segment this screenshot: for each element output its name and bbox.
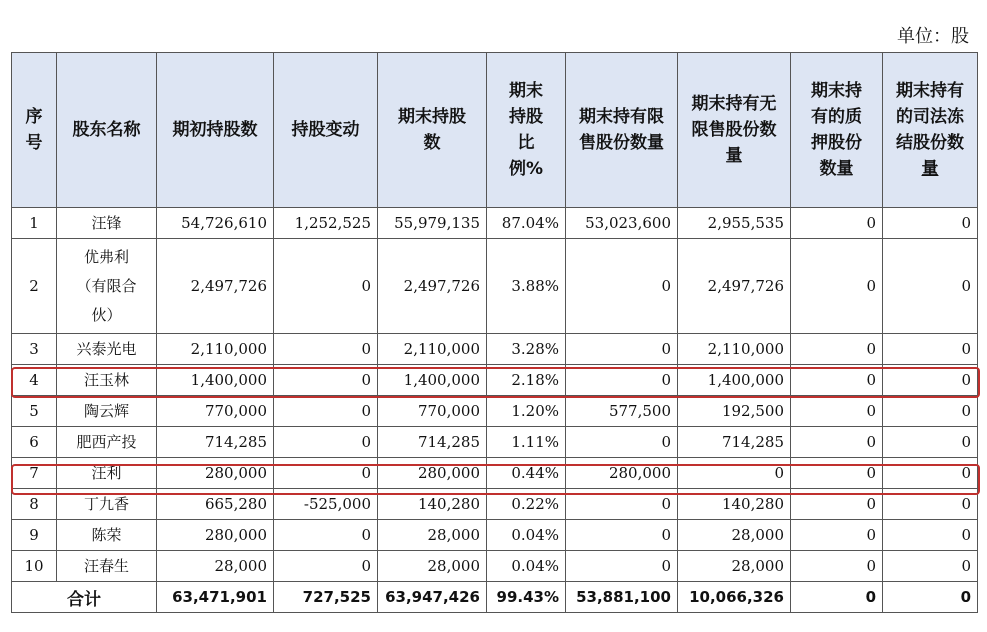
cell-end: 2,110,000 xyxy=(378,334,487,365)
header-restricted: 期末持有限售股份数量 xyxy=(566,53,678,208)
cell-restricted: 0 xyxy=(566,427,678,458)
total-restricted: 53,881,100 xyxy=(566,582,678,613)
table-row xyxy=(12,208,978,239)
shareholder-table xyxy=(11,52,978,613)
cell-restricted: 577,500 xyxy=(566,396,678,427)
header-ratio: 期末持股比例% xyxy=(487,53,566,208)
cell-restricted: 0 xyxy=(566,551,678,582)
cell-unrestricted: 2,955,535 xyxy=(678,208,791,239)
table-row xyxy=(12,334,978,365)
cell-unrestricted: 140,280 xyxy=(678,489,791,520)
header-change: 持股变动 xyxy=(274,53,378,208)
header-unrestricted: 期末持有无限售股份数量 xyxy=(678,53,791,208)
cell-restricted: 280,000 xyxy=(566,458,678,489)
cell-pledged: 0 xyxy=(791,551,883,582)
cell-end: 280,000 xyxy=(378,458,487,489)
total-pledged: 0 xyxy=(791,582,883,613)
table-row xyxy=(12,427,978,458)
cell-change: 1,252,525 xyxy=(274,208,378,239)
cell-change: 0 xyxy=(274,551,378,582)
total-row xyxy=(12,582,978,613)
cell-seq: 2 xyxy=(12,239,57,334)
cell-seq: 9 xyxy=(12,520,57,551)
cell-seq: 5 xyxy=(12,396,57,427)
cell-ratio: 3.28% xyxy=(487,334,566,365)
header-row xyxy=(12,53,978,208)
cell-seq: 10 xyxy=(12,551,57,582)
header-begin: 期初持股数 xyxy=(157,53,274,208)
total-end: 63,947,426 xyxy=(378,582,487,613)
cell-begin: 280,000 xyxy=(157,520,274,551)
total-change: 727,525 xyxy=(274,582,378,613)
cell-frozen: 0 xyxy=(883,239,978,334)
cell-restricted: 0 xyxy=(566,520,678,551)
cell-name: 陶云辉 xyxy=(57,396,157,427)
cell-end: 28,000 xyxy=(378,551,487,582)
cell-frozen: 0 xyxy=(883,458,978,489)
cell-ratio: 87.04% xyxy=(487,208,566,239)
cell-pledged: 0 xyxy=(791,489,883,520)
cell-end: 28,000 xyxy=(378,520,487,551)
cell-begin: 2,497,726 xyxy=(157,239,274,334)
cell-seq: 7 xyxy=(12,458,57,489)
header-frozen-tail: 量 xyxy=(921,159,939,179)
cell-begin: 280,000 xyxy=(157,458,274,489)
cell-frozen: 0 xyxy=(883,520,978,551)
cell-frozen: 0 xyxy=(883,396,978,427)
cell-seq: 3 xyxy=(12,334,57,365)
cell-unrestricted: 714,285 xyxy=(678,427,791,458)
total-begin: 63,471,901 xyxy=(157,582,274,613)
cell-ratio: 0.22% xyxy=(487,489,566,520)
cell-pledged: 0 xyxy=(791,520,883,551)
cell-pledged: 0 xyxy=(791,458,883,489)
table-row xyxy=(12,520,978,551)
cell-pledged: 0 xyxy=(791,427,883,458)
cell-pledged: 0 xyxy=(791,365,883,396)
cell-seq: 8 xyxy=(12,489,57,520)
cell-unrestricted: 0 xyxy=(678,458,791,489)
cell-pledged: 0 xyxy=(791,208,883,239)
cell-begin: 665,280 xyxy=(157,489,274,520)
cell-restricted: 0 xyxy=(566,489,678,520)
cell-ratio: 3.88% xyxy=(487,239,566,334)
cell-change: 0 xyxy=(274,365,378,396)
cell-name: 肥西产投 xyxy=(57,427,157,458)
cell-begin: 2,110,000 xyxy=(157,334,274,365)
cell-unrestricted: 2,497,726 xyxy=(678,239,791,334)
header-end: 期末持股数 xyxy=(378,53,487,208)
cell-unrestricted: 28,000 xyxy=(678,551,791,582)
cell-change: -525,000 xyxy=(274,489,378,520)
table-row xyxy=(12,489,978,520)
cell-frozen: 0 xyxy=(883,334,978,365)
cell-pledged: 0 xyxy=(791,334,883,365)
cell-begin: 54,726,610 xyxy=(157,208,274,239)
cell-name xyxy=(57,239,157,334)
cell-name: 丁九香 xyxy=(57,489,157,520)
cell-change: 0 xyxy=(274,396,378,427)
cell-ratio: 1.11% xyxy=(487,427,566,458)
cell-frozen: 0 xyxy=(883,551,978,582)
cell-name-line: （有限合 xyxy=(76,276,137,295)
header-frozen xyxy=(883,53,978,208)
cell-end: 1,400,000 xyxy=(378,365,487,396)
cell-name-line: 优弗利 xyxy=(83,247,129,266)
cell-unrestricted: 192,500 xyxy=(678,396,791,427)
total-label: 合计 xyxy=(12,582,157,613)
cell-begin: 1,400,000 xyxy=(157,365,274,396)
cell-seq: 1 xyxy=(12,208,57,239)
table-row xyxy=(12,458,978,489)
header-pledged: 期末持有的质押股份数量 xyxy=(791,53,883,208)
unit-label: 单位：股 xyxy=(897,26,969,47)
cell-ratio: 1.20% xyxy=(487,396,566,427)
cell-name: 陈荣 xyxy=(57,520,157,551)
cell-ratio: 0.04% xyxy=(487,520,566,551)
cell-begin: 28,000 xyxy=(157,551,274,582)
cell-end: 2,497,726 xyxy=(378,239,487,334)
cell-begin: 714,285 xyxy=(157,427,274,458)
cell-ratio: 0.04% xyxy=(487,551,566,582)
cell-restricted: 53,023,600 xyxy=(566,208,678,239)
cell-end: 140,280 xyxy=(378,489,487,520)
cell-end: 55,979,135 xyxy=(378,208,487,239)
total-frozen: 0 xyxy=(883,582,978,613)
cell-unrestricted: 2,110,000 xyxy=(678,334,791,365)
cell-end: 714,285 xyxy=(378,427,487,458)
cell-change: 0 xyxy=(274,239,378,334)
header-name: 股东名称 xyxy=(57,53,157,208)
table-row xyxy=(12,551,978,582)
cell-restricted: 0 xyxy=(566,334,678,365)
table-row xyxy=(12,239,978,334)
cell-end: 770,000 xyxy=(378,396,487,427)
cell-change: 0 xyxy=(274,427,378,458)
total-unrestricted: 10,066,326 xyxy=(678,582,791,613)
cell-name-line: 伙） xyxy=(91,305,122,324)
header-frozen-text: 期末持有的司法冻结股份数 xyxy=(896,81,964,153)
cell-name: 汪春生 xyxy=(57,551,157,582)
cell-begin: 770,000 xyxy=(157,396,274,427)
cell-frozen: 0 xyxy=(883,489,978,520)
table-row xyxy=(12,365,978,396)
cell-name: 汪锋 xyxy=(57,208,157,239)
cell-name: 汪玉林 xyxy=(57,365,157,396)
cell-frozen: 0 xyxy=(883,427,978,458)
cell-unrestricted: 1,400,000 xyxy=(678,365,791,396)
cell-name: 汪利 xyxy=(57,458,157,489)
cell-restricted: 0 xyxy=(566,365,678,396)
cell-change: 0 xyxy=(274,520,378,551)
cell-restricted: 0 xyxy=(566,239,678,334)
cell-pledged: 0 xyxy=(791,239,883,334)
header-seq: 序号 xyxy=(12,53,57,208)
total-ratio: 99.43% xyxy=(487,582,566,613)
cell-change: 0 xyxy=(274,458,378,489)
cell-name: 兴泰光电 xyxy=(57,334,157,365)
cell-seq: 4 xyxy=(12,365,57,396)
table-row xyxy=(12,396,978,427)
cell-ratio: 0.44% xyxy=(487,458,566,489)
cell-unrestricted: 28,000 xyxy=(678,520,791,551)
cell-change: 0 xyxy=(274,334,378,365)
cell-pledged: 0 xyxy=(791,396,883,427)
cell-frozen: 0 xyxy=(883,365,978,396)
cell-seq: 6 xyxy=(12,427,57,458)
cell-frozen: 0 xyxy=(883,208,978,239)
cell-ratio: 2.18% xyxy=(487,365,566,396)
